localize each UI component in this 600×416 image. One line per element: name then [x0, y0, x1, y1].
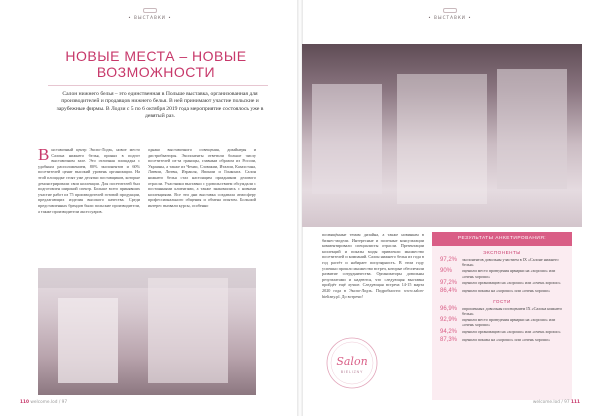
exhibitors-heading: ЭКСПОНЕНТЫ	[483, 250, 521, 255]
footer-text: welcome.lod / 97	[30, 400, 68, 405]
logo-text: Salon	[336, 355, 368, 368]
ornament-icon	[143, 8, 157, 13]
result-text: оценили показы на «хорошо» или «очень хорошо»	[462, 287, 551, 293]
result-percent: 96,9%	[440, 305, 458, 312]
section-label: • ВЫСТАВКИ •	[428, 15, 472, 20]
result-text: оценили место проведения ярмарки на «хорошо» или «очень хорошо»	[462, 268, 556, 279]
ornament-icon	[443, 8, 457, 13]
page-number: 111	[571, 400, 580, 405]
section-tag-right	[420, 8, 480, 20]
result-percent: 94,2%	[440, 328, 458, 335]
result-percent: 90%	[440, 268, 453, 275]
exhibition-photo-left	[38, 268, 256, 395]
result-text: оценили организацию на «хорошо» или «очень хорошо»	[462, 279, 561, 285]
section-label: • ВЫСТАВКИ •	[128, 15, 172, 20]
result-row	[440, 280, 564, 287]
title-line-1: НОВЫЕ МЕСТА – НОВЫЕ	[65, 48, 247, 64]
page-number: 110	[20, 400, 29, 405]
salon-bielizny-logo	[325, 336, 379, 390]
result-percent: 87,3%	[440, 336, 458, 343]
article-title	[40, 48, 272, 80]
result-percent: 97,2%	[440, 257, 458, 263]
result-row	[440, 306, 564, 316]
result-row	[440, 288, 564, 295]
result-text: оценили показы на «хорошо» или «очень хорошо»	[462, 336, 551, 342]
body-column-2: однако выставочного освещения, дизайнеры и дистрибьюторы. Экспоненты ответили больше числу посетителей из-за границы, главным образом из России, Украины, а также из Чехии, Словакии, Италии, Казахстана, Латвии, Литвы, Израиля, Японии и Гонконга. Салон нижнего белья стал настоящим праздником делового отрасли. Участники выставки с удовольствием обсуждали с постоянными клиентами, а также знакомились с новыми коллекциями. Все эти дни выставка создавала атмосферу профессионального общения и обмена опытом. Большой интерес вызвали курсы, особенно	[148, 147, 256, 208]
dropcap: В	[38, 145, 50, 164]
result-row	[440, 329, 564, 336]
exhibition-photo-right	[302, 44, 582, 227]
result-text: экспонентов довольны участием в IX «Салоне нижнего белья»	[462, 257, 559, 268]
title-line-2: ВОЗМОЖНОСТИ	[96, 64, 216, 80]
logo-subtext: BIELIZNY	[340, 370, 364, 374]
body-column-3: посвящённые темам дизайна, а также новинкам в бизнес-модели. Интересные и полезные консультации комментировали специалисты отрасли. Презентации коллекций и показы моды привлекли множество посетителей и компаний. Салон нижнего белья из года в год растёт и набирает популярность. В этом году успешно прошло множество встреч, которые обеспечили развитие сотрудничества. Организаторы довольны результатами и надеются, что следующая выставка пройдёт ещё лучше. Следующая встреча 14-15 марта 2020 года в Экспо-Лодзь. Подробности: www.salon-bielizny.pl. До встречи!	[322, 232, 424, 299]
result-text: оценили место проведения ярмарки на «хорошо» или «очень хорошо»	[462, 317, 556, 328]
result-row	[440, 317, 564, 327]
title-divider	[48, 85, 268, 86]
result-percent: 97,2%	[440, 279, 458, 286]
result-percent: 86,4%	[440, 287, 458, 294]
body-column-1	[38, 147, 140, 214]
footer-left	[20, 400, 67, 405]
result-percent: 92,9%	[440, 317, 458, 324]
visitors-heading: ГОСТИ	[493, 298, 511, 304]
section-tag-left	[120, 8, 180, 20]
result-row	[440, 337, 564, 344]
survey-results-box	[432, 232, 572, 400]
result-text: оценили организацию на «хорошо» или «очень хорошо»	[462, 328, 561, 334]
body-text-1: ыставочный центр Экспо-Лодзь, новое место Салона нижнего белья, принял в подгот выставочном зале. Это отличная площадка с удобным расположением, 80% экспонентов и 60% посетителей ценят высокий уровень организации. На этой площадке стоят уже десятки поставщиков, которые демонстрировали свои коллекции. Для посетителей был подготовлен широкий спектр. Больше всего принявших участие работ из 75 производителей готовой продукции, предлагающих изделия высокого качества. Среди представленных брендов были польские производители, а также производители аксессуаров.	[38, 147, 140, 214]
footer-text: welcome.lod / 97	[532, 400, 570, 405]
result-row	[440, 257, 564, 267]
result-row	[440, 268, 564, 278]
intro-paragraph: Салон нижнего белья – это единственная в Польше выставка, организованная для производителей и продавцов нижнего белья. В ней принимают участие польские и зарубежные фирмы. В Лодзи с 5 по 6 октября 2019 года мероприятие состоялось уже в девятый раз.	[56, 91, 264, 119]
result-text: опрошенных довольны посещением IX «Салона нижнего белья»	[462, 305, 563, 317]
footer-right	[533, 400, 580, 405]
results-header: РЕЗУЛЬТАТЫ АНКЕТИРОВАНИЯ:	[432, 232, 572, 246]
